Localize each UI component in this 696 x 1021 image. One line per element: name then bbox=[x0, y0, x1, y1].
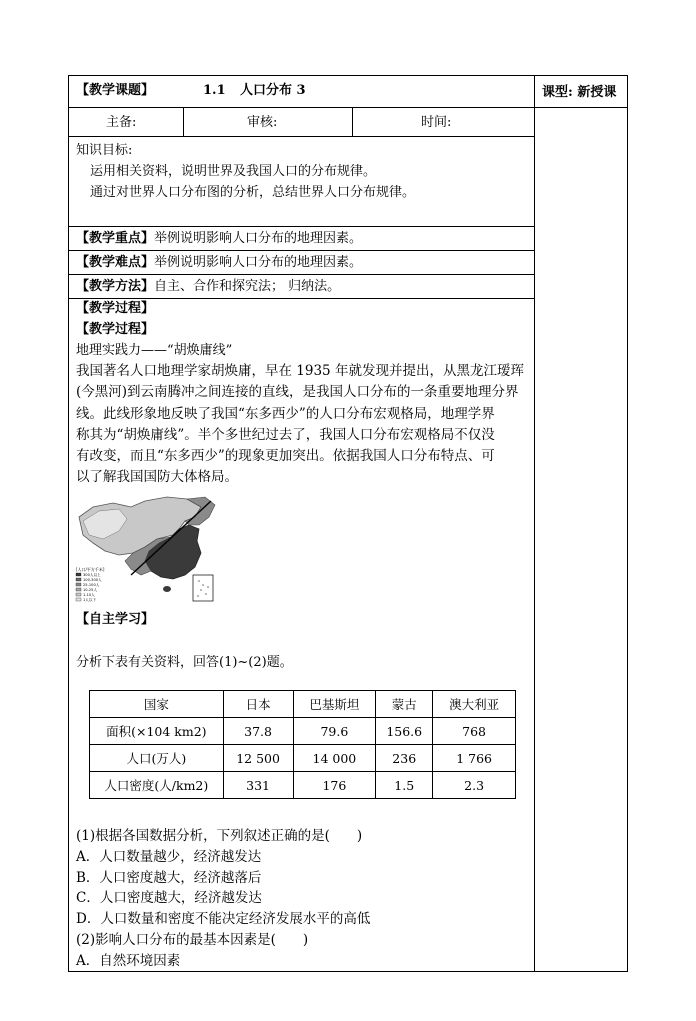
objective-item: 运用相关资料，说明世界及我国人口的分布规律。 bbox=[90, 164, 377, 179]
question-option: C．人口密度越大，经济越发达 bbox=[76, 890, 262, 907]
table-cell: 37.8 bbox=[223, 718, 293, 745]
row-rule bbox=[68, 250, 534, 251]
legend-item: 1-10人 bbox=[83, 593, 95, 597]
table-cell: 人口(万人) bbox=[90, 745, 224, 772]
difficulty-text: 举例说明影响人口分布的地理因素。 bbox=[154, 255, 363, 270]
row-rule bbox=[68, 226, 534, 227]
lesson-label: 【教学课题】 bbox=[76, 83, 155, 98]
legend-title: [人口/平方千米] bbox=[76, 567, 105, 572]
passage-line: 我国著名人口地理学家胡焕庸，早在 1935 年就发现并提出，从黑龙江瑷珲 bbox=[76, 363, 524, 379]
table-header-cell: 巴基斯坦 bbox=[293, 691, 376, 718]
key-point-label: 【教学重点】 bbox=[76, 231, 155, 246]
process-heading: 【教学过程】 bbox=[76, 322, 155, 337]
key-point-text: 举例说明影响人口分布的地理因素。 bbox=[154, 231, 363, 246]
table-cell: 1 766 bbox=[433, 745, 516, 772]
south-sea-inset bbox=[193, 575, 213, 601]
table-header-row bbox=[90, 691, 516, 718]
table-cell: 156.6 bbox=[376, 718, 433, 745]
legend-item: 1人以下 bbox=[83, 598, 97, 602]
process-heading: 【教学过程】 bbox=[76, 301, 155, 316]
question-option: A．人口数量越少，经济越发达 bbox=[76, 848, 262, 865]
row-rule bbox=[68, 107, 628, 108]
self-study-label: 【自主学习】 bbox=[76, 612, 155, 627]
passage-line: 有改变，而且“东多西少”的现象更加突出。依据我国人口分布特点、可 bbox=[76, 448, 495, 465]
map-island bbox=[163, 586, 171, 592]
table-cell: 236 bbox=[376, 745, 433, 772]
reviewer-label: 审核: bbox=[247, 115, 278, 130]
objective-item: 通过对世界人口分布图的分析，总结世界人口分布规律。 bbox=[90, 185, 416, 200]
table-cell: 面积(×104 km2) bbox=[90, 718, 224, 745]
legend-item: 25-100人 bbox=[83, 583, 100, 587]
country-data-table bbox=[89, 690, 516, 799]
table-cell: 331 bbox=[223, 772, 293, 799]
method-row bbox=[76, 279, 340, 295]
table-header-cell: 澳大利亚 bbox=[433, 691, 516, 718]
table-header-cell: 日本 bbox=[223, 691, 293, 718]
table-cell: 176 bbox=[293, 772, 376, 799]
self-study-instruction: 分析下表有关资料，回答(1)~(2)题。 bbox=[76, 655, 293, 670]
table-cell: 人口密度(人/km2) bbox=[90, 772, 224, 799]
table-row bbox=[90, 745, 516, 772]
population-density-map bbox=[75, 495, 225, 605]
question-option: A．自然环境因素 bbox=[76, 952, 181, 969]
table-cell: 79.6 bbox=[293, 718, 376, 745]
table-cell: 768 bbox=[433, 718, 516, 745]
preparer-label: 主备: bbox=[106, 115, 137, 130]
key-point-row bbox=[76, 231, 362, 247]
staff-divider bbox=[183, 107, 184, 136]
row-rule bbox=[68, 136, 534, 137]
legend-item: 10-25人 bbox=[83, 588, 98, 592]
passage-line: (今黑河)到云南腾冲之间连接的直线，是我国人口分布的一条重要地理分界 bbox=[76, 384, 519, 401]
row-rule bbox=[68, 298, 534, 299]
staff-divider bbox=[352, 107, 353, 136]
table-row bbox=[90, 772, 516, 799]
method-label: 【教学方法】 bbox=[76, 279, 155, 294]
question-line: (2)影响人口分布的最基本因素是( ) bbox=[76, 931, 309, 948]
difficulty-label: 【教学难点】 bbox=[76, 255, 155, 270]
table-header-cell: 蒙古 bbox=[376, 691, 433, 718]
passage-line: 线。此线形象地反映了我国“东多西少”的人口分布宏观格局，地理学界 bbox=[76, 405, 495, 422]
time-label: 时间: bbox=[421, 115, 452, 130]
table-header-cell: 国家 bbox=[90, 691, 224, 718]
lesson-number: 1.1 bbox=[203, 83, 226, 98]
question-option: D．人口数量和密度不能决定经济发展水平的高低 bbox=[76, 911, 371, 928]
lesson-type: 课型: 新授课 bbox=[542, 85, 617, 100]
table-cell: 2.3 bbox=[433, 772, 516, 799]
lesson-title: 人口分布 3 bbox=[240, 83, 306, 98]
difficulty-row bbox=[76, 255, 362, 271]
table-row bbox=[90, 718, 516, 745]
table-cell: 14 000 bbox=[293, 745, 376, 772]
table-cell: 1.5 bbox=[376, 772, 433, 799]
row-rule bbox=[68, 274, 534, 275]
questions-block bbox=[76, 826, 531, 972]
legend-item: 300人以上 bbox=[83, 573, 101, 577]
legend-item: 100-300人 bbox=[83, 578, 102, 582]
table-cell: 12 500 bbox=[223, 745, 293, 772]
practice-title: 地理实践力——“胡焕庸线” bbox=[76, 343, 233, 358]
question-option: B．人口密度越大，经济越落后 bbox=[76, 869, 262, 886]
question-line: (1)根据各国数据分析，下列叙述正确的是( ) bbox=[76, 828, 363, 844]
practice-passage bbox=[76, 361, 531, 489]
objectives-title: 知识目标: bbox=[76, 143, 133, 158]
right-column-divider bbox=[534, 75, 535, 972]
passage-line: 以了解我国国防大体格局。 bbox=[76, 469, 238, 486]
method-text: 自主、合作和探究法； 归纳法。 bbox=[154, 279, 341, 294]
passage-line: 称其为“胡焕庸线”。半个多世纪过去了，我国人口分布宏观格局不仅没 bbox=[76, 426, 495, 443]
